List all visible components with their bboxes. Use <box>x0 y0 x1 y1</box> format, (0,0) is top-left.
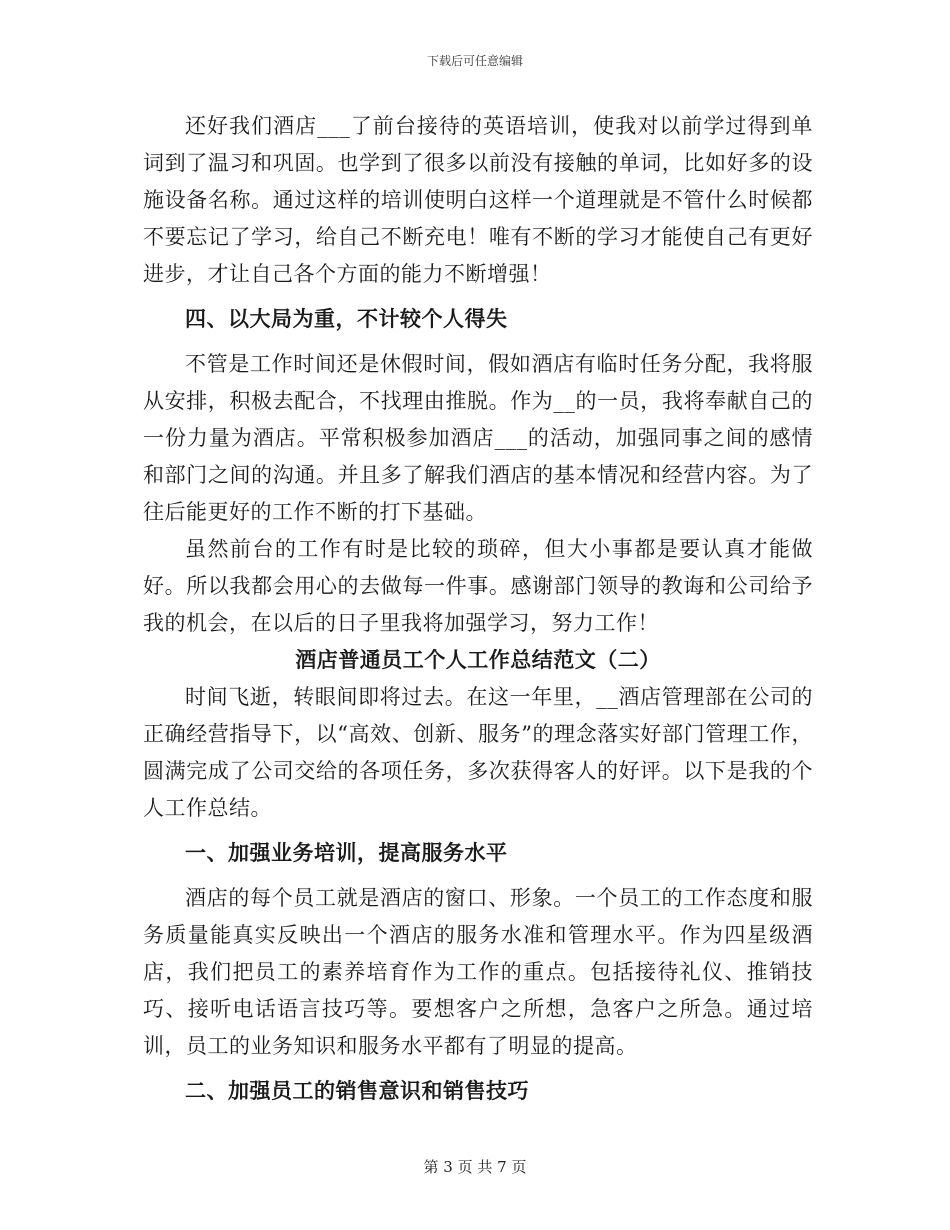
paragraph-intro: 时间飞逝，转眼间即将过去。在这一年里，__酒店管理部在公司的正确经营指导下，以“高效、创新、服务”的理念落实好部门管理工作，圆满完成了公司交给的各项任务，多次获得客人的好评。以下是我的个人工作总结。 <box>143 685 813 820</box>
page-number: 第 3 页 共 7 页 <box>423 1158 527 1176</box>
section-heading-one: 一、加强业务培训，提高服务水平 <box>185 841 508 865</box>
page-header-note: 下载后可任意编辑 <box>426 54 523 68</box>
article-title-two: 酒店普通员工个人工作总结范文（二） <box>295 648 661 672</box>
paragraph-overall-situation: 不管是工作时间还是休假时间，假如酒店有临时任务分配，我将服从安排，积极去配合，不找理由推脱。作为__的一员，我将奉献自己的一份力量为酒店。平常积极参加酒店___的活动，加强同事之间的感情和部门之间的沟通。并且多了解我们酒店的基本情况和经营内容。为了往后能更好的工作不断的打下基础。 <box>143 352 813 524</box>
paragraph-training: 还好我们酒店___了前台接待的英语培训，使我对以前学过得到单词到了温习和巩固。也学到了很多以前没有接触的单词，比如好多的设施设备名称。通过这样的培训使明白这样一个道理就是不管什么时候都不要忘记了学习，给自己不断充电！唯有不断的学习才能使自己有更好进步，才让自己各个方面的能力不断增强！ <box>143 114 813 286</box>
section-heading-four: 四、以大局为重，不计较个人得失 <box>185 307 508 331</box>
paragraph-front-desk: 虽然前台的工作有时是比较的琐碎，但大小事都是要认真才能做好。所以我都会用心的去做每一件事。感谢部门领导的教诲和公司给予我的机会，在以后的日子里我将加强学习，努力工作！ <box>143 537 813 635</box>
paragraph-business-training: 酒店的每个员工就是酒店的窗口、形象。一个员工的工作态度和服务质量能真实反映出一个酒店的服务水准和管理水平。作为四星级酒店，我们把员工的素养培育作为工作的重点。包括接待礼仪、推销技巧、接听电话语言技巧等。要想客户之所想，急客户之所急。通过培训，员工的业务知识和服务水平都有了明显的提高。 <box>143 886 813 1058</box>
section-heading-two: 二、加强员工的销售意识和销售技巧 <box>185 1079 529 1103</box>
document-body <box>143 108 813 1118</box>
